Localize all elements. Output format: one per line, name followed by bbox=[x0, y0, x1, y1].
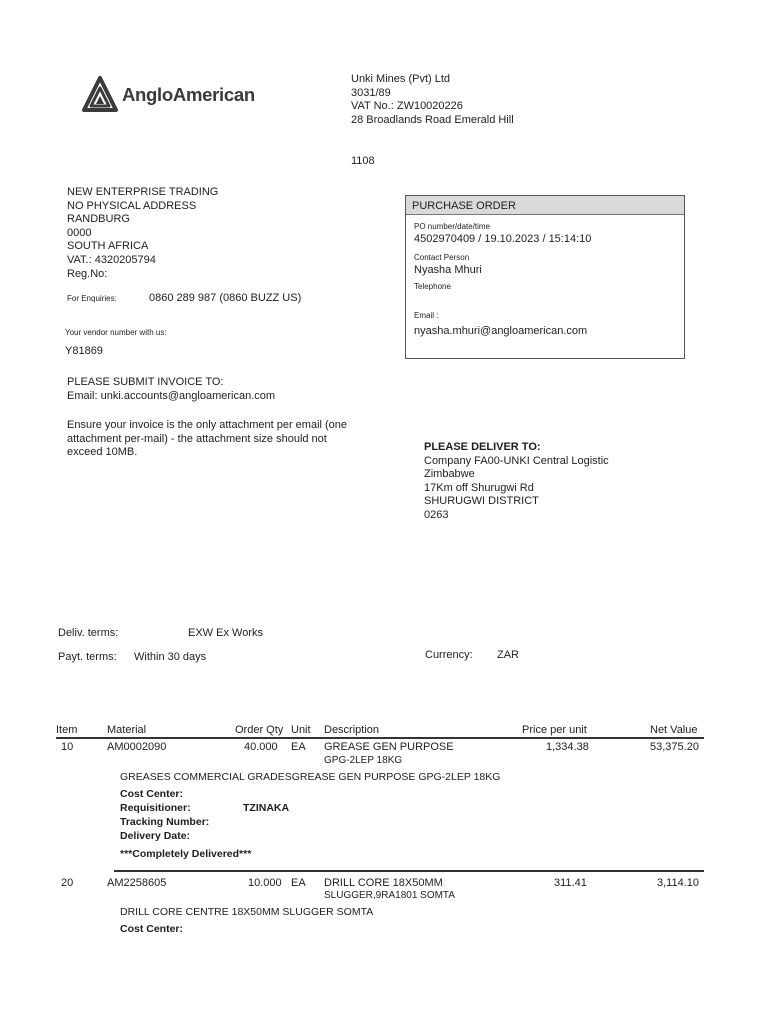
email-label: Email : bbox=[414, 311, 439, 320]
currency-value: ZAR bbox=[497, 649, 519, 661]
telephone-label: Telephone bbox=[414, 282, 451, 291]
col-header-item: Item bbox=[56, 724, 78, 736]
col-header-material: Material bbox=[107, 724, 147, 736]
attachment-note bbox=[67, 419, 347, 460]
invoice-email: Email: unki.accounts@angloamerican.com bbox=[67, 389, 276, 402]
vendor-vat: VAT.: 4320205794 bbox=[67, 253, 156, 266]
logo-text: AngloAmerican bbox=[122, 84, 255, 105]
row-qty: 40.000 bbox=[244, 741, 278, 753]
delivery-terms-label: Deliv. terms: bbox=[58, 627, 119, 639]
company-vat: VAT No.: ZW10020226 bbox=[351, 100, 463, 113]
email-value: nyasha.mhuri@angloamerican.com bbox=[414, 325, 588, 337]
row-unit: EA bbox=[291, 741, 306, 753]
invoice-instructions bbox=[67, 376, 275, 403]
vendor-country: SOUTH AFRICA bbox=[67, 240, 149, 253]
row-desc: DRILL CORE 18X50MM bbox=[324, 877, 443, 889]
col-header-price: Price per unit bbox=[522, 724, 587, 736]
tracking-label: Tracking Number: bbox=[120, 816, 210, 828]
currency-label: Currency: bbox=[425, 649, 473, 661]
vendor-address-line: NO PHYSICAL ADDRESS bbox=[67, 199, 197, 212]
payment-terms bbox=[58, 651, 206, 663]
contact-label: Contact Person bbox=[414, 253, 470, 262]
row-qty: 10.000 bbox=[248, 877, 282, 889]
table-header-divider bbox=[56, 737, 704, 739]
invoice-title: PLEASE SUBMIT INVOICE TO: bbox=[67, 376, 224, 388]
vendor-number-label: Your vendor number with us: bbox=[65, 328, 167, 337]
enquiries bbox=[67, 292, 301, 304]
purchase-order-box bbox=[405, 195, 685, 359]
row-net: 53,375.20 bbox=[650, 741, 699, 753]
row-item: 20 bbox=[61, 877, 74, 889]
row-item: 10 bbox=[61, 741, 74, 753]
attachment-note-line: exceed 10MB. bbox=[67, 446, 138, 459]
vendor-postcode: 0000 bbox=[67, 226, 92, 239]
delivery-title: PLEASE DELIVER TO: bbox=[424, 441, 541, 453]
row-long-desc: GREASES COMMERCIAL GRADESGREASE GEN PURPOSE GPG-2LEP 18KG bbox=[120, 771, 501, 783]
vendor-number-value: Y81869 bbox=[65, 344, 103, 357]
row-divider bbox=[114, 870, 704, 872]
anglo-american-logo-icon bbox=[82, 76, 118, 114]
po-number-label: PO number/date/time bbox=[414, 222, 491, 231]
delivery-terms-value: EXW Ex Works bbox=[188, 627, 263, 639]
company-name: Unki Mines (Pvt) Ltd bbox=[351, 73, 451, 85]
company-reg: 3031/89 bbox=[351, 86, 391, 99]
row-material: AM0002090 bbox=[107, 741, 167, 753]
delivery-address bbox=[424, 441, 609, 523]
vendor-number bbox=[65, 326, 167, 358]
requisitioner-value: TZINAKA bbox=[243, 802, 290, 814]
company-address bbox=[351, 73, 514, 127]
document-number: 1108 bbox=[351, 155, 375, 167]
enquiries-phone: 0860 289 987 (0860 BUZZ US) bbox=[149, 292, 302, 304]
row-long-desc: DRILL CORE CENTRE 18X50MM SLUGGER SOMTA bbox=[120, 906, 374, 918]
row-unit: EA bbox=[291, 877, 306, 889]
vendor-name: NEW ENTERPRISE TRADING bbox=[67, 186, 219, 198]
row-material: AM2258605 bbox=[107, 877, 167, 889]
delivery-district: SHURUGWI DISTRICT bbox=[424, 495, 539, 508]
col-header-unit: Unit bbox=[291, 724, 311, 736]
row-price: 1,334.38 bbox=[546, 741, 589, 753]
vendor-reg: Reg.No: bbox=[67, 267, 108, 280]
anglo-american-logo bbox=[82, 76, 255, 114]
delivery-status: ***Completely Delivered*** bbox=[120, 848, 252, 860]
row-price: 311.41 bbox=[554, 877, 587, 889]
attachment-note-line: Ensure your invoice is the only attachment per email (one bbox=[67, 419, 348, 431]
vendor-city: RANDBURG bbox=[67, 213, 130, 226]
delivery-date-label: Delivery Date: bbox=[120, 830, 191, 842]
delivery-road: 17Km off Shurugwi Rd bbox=[424, 481, 534, 494]
col-header-qty: Order Qty bbox=[235, 724, 284, 736]
col-header-description: Description bbox=[324, 724, 380, 736]
row-desc: GREASE GEN PURPOSE bbox=[324, 741, 454, 753]
delivery-company: Company FA00-UNKI Central Logistic bbox=[424, 454, 609, 467]
vendor-address bbox=[67, 186, 218, 281]
row-net: 3,114.10 bbox=[657, 877, 700, 889]
company-street: 28 Broadlands Road Emerald Hill bbox=[351, 113, 514, 126]
purchase-order-title: PURCHASE ORDER bbox=[406, 196, 684, 215]
delivery-country: Zimbabwe bbox=[424, 468, 475, 481]
attachment-note-line: attachment per-mail) - the attachment size should not bbox=[67, 432, 327, 445]
payment-terms-value: Within 30 days bbox=[134, 651, 207, 663]
row-desc-2: GPG-2LEP 18KG bbox=[324, 755, 403, 766]
contact-value: Nyasha Mhuri bbox=[414, 264, 482, 276]
po-number-value: 4502970409 / 19.10.2023 / 15:14:10 bbox=[414, 233, 592, 245]
payment-terms-label: Payt. terms: bbox=[58, 651, 117, 663]
enquiries-label: For Enquiries: bbox=[67, 294, 117, 303]
currency bbox=[425, 649, 519, 661]
col-header-net: Net Value bbox=[650, 724, 698, 736]
delivery-terms bbox=[58, 627, 263, 639]
cost-center-label: Cost Center: bbox=[120, 923, 184, 935]
cost-center-label: Cost Center: bbox=[120, 788, 184, 800]
requisitioner-label: Requisitioner: bbox=[120, 802, 191, 814]
row-desc-2: SLUGGER,9RA1801 SOMTA bbox=[324, 890, 455, 901]
delivery-code: 0263 bbox=[424, 508, 449, 521]
